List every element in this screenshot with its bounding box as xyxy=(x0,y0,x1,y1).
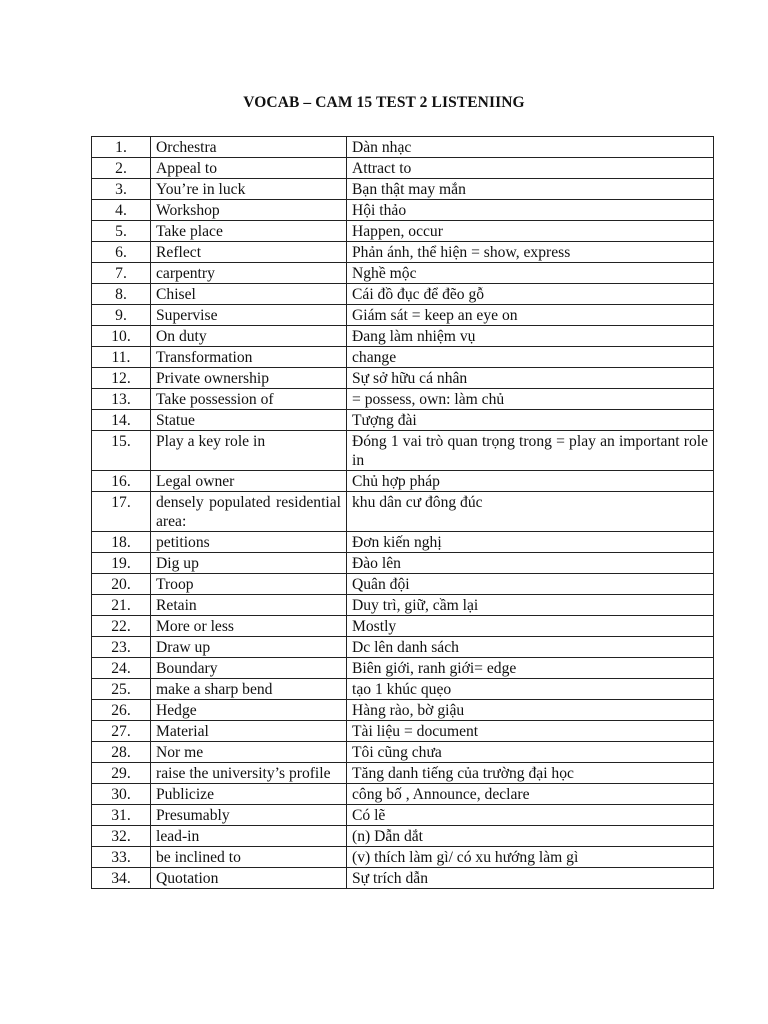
vocab-term: On duty xyxy=(151,326,347,347)
vocab-term: Supervise xyxy=(151,305,347,326)
vocab-term: Hedge xyxy=(151,700,347,721)
vocab-meaning: Nghề mộc xyxy=(347,263,714,284)
row-number: 14. xyxy=(92,410,151,431)
vocab-meaning: Đang làm nhiệm vụ xyxy=(347,326,714,347)
table-row xyxy=(92,553,714,574)
row-number: 18. xyxy=(92,532,151,553)
vocab-term: Orchestra xyxy=(151,137,347,158)
table-row xyxy=(92,700,714,721)
table-row xyxy=(92,347,714,368)
row-number: 1. xyxy=(92,137,151,158)
row-number: 27. xyxy=(92,721,151,742)
table-row xyxy=(92,158,714,179)
row-number: 6. xyxy=(92,242,151,263)
vocab-meaning: Biên giới, ranh giới= edge xyxy=(347,658,714,679)
vocab-term: densely populated residential area: xyxy=(151,492,347,532)
row-number: 22. xyxy=(92,616,151,637)
row-number: 21. xyxy=(92,595,151,616)
row-number: 31. xyxy=(92,805,151,826)
row-number: 25. xyxy=(92,679,151,700)
row-number: 2. xyxy=(92,158,151,179)
vocab-meaning: Chủ hợp pháp xyxy=(347,471,714,492)
vocab-meaning: Có lẽ xyxy=(347,805,714,826)
table-row xyxy=(92,305,714,326)
table-row xyxy=(92,658,714,679)
table-row xyxy=(92,595,714,616)
vocab-term: Retain xyxy=(151,595,347,616)
vocab-meaning: Hội thảo xyxy=(347,200,714,221)
vocab-term: Draw up xyxy=(151,637,347,658)
vocab-term: Chisel xyxy=(151,284,347,305)
vocab-term: Transformation xyxy=(151,347,347,368)
row-number: 4. xyxy=(92,200,151,221)
table-row xyxy=(92,492,714,532)
vocab-term: Publicize xyxy=(151,784,347,805)
vocab-meaning: Giám sát = keep an eye on xyxy=(347,305,714,326)
row-number: 7. xyxy=(92,263,151,284)
table-row xyxy=(92,242,714,263)
vocab-meaning: Dàn nhạc xyxy=(347,137,714,158)
vocab-meaning: Hàng rào, bờ giậu xyxy=(347,700,714,721)
row-number: 15. xyxy=(92,431,151,471)
row-number: 17. xyxy=(92,492,151,532)
vocab-meaning: Tăng danh tiếng của trường đại học xyxy=(347,763,714,784)
vocab-term: Statue xyxy=(151,410,347,431)
table-row xyxy=(92,471,714,492)
vocab-meaning: (v) thích làm gì/ có xu hướng làm gì xyxy=(347,847,714,868)
table-row xyxy=(92,763,714,784)
row-number: 8. xyxy=(92,284,151,305)
vocab-term: Nor me xyxy=(151,742,347,763)
vocab-term: Dig up xyxy=(151,553,347,574)
vocab-term: Presumably xyxy=(151,805,347,826)
vocab-meaning: Happen, occur xyxy=(347,221,714,242)
vocab-term: carpentry xyxy=(151,263,347,284)
table-row xyxy=(92,532,714,553)
vocab-meaning: change xyxy=(347,347,714,368)
vocab-term: raise the university’s profile xyxy=(151,763,347,784)
vocab-meaning: Đơn kiến nghị xyxy=(347,532,714,553)
vocab-term: Quotation xyxy=(151,868,347,889)
table-row xyxy=(92,616,714,637)
vocab-meaning: Sự sở hữu cá nhân xyxy=(347,368,714,389)
vocab-term: Boundary xyxy=(151,658,347,679)
vocab-meaning: = possess, own: làm chủ xyxy=(347,389,714,410)
vocab-term: You’re in luck xyxy=(151,179,347,200)
vocab-meaning: Tôi cũng chưa xyxy=(347,742,714,763)
vocab-meaning: Sự trích dẫn xyxy=(347,868,714,889)
table-row xyxy=(92,805,714,826)
vocab-term: make a sharp bend xyxy=(151,679,347,700)
table-row xyxy=(92,200,714,221)
vocab-term: Take possession of xyxy=(151,389,347,410)
row-number: 28. xyxy=(92,742,151,763)
vocab-meaning: Attract to xyxy=(347,158,714,179)
row-number: 34. xyxy=(92,868,151,889)
row-number: 30. xyxy=(92,784,151,805)
vocab-meaning: Cái đồ đục để đẽo gỗ xyxy=(347,284,714,305)
table-row xyxy=(92,368,714,389)
table-row xyxy=(92,679,714,700)
vocab-meaning: Tượng đài xyxy=(347,410,714,431)
table-row xyxy=(92,826,714,847)
vocab-term: lead-in xyxy=(151,826,347,847)
table-row xyxy=(92,221,714,242)
vocab-term: Take place xyxy=(151,221,347,242)
table-row xyxy=(92,847,714,868)
page-title: VOCAB – CAM 15 TEST 2 LISTENIING xyxy=(243,94,525,111)
row-number: 20. xyxy=(92,574,151,595)
row-number: 9. xyxy=(92,305,151,326)
row-number: 23. xyxy=(92,637,151,658)
vocab-meaning: Phản ánh, thể hiện = show, express xyxy=(347,242,714,263)
vocab-term: petitions xyxy=(151,532,347,553)
row-number: 26. xyxy=(92,700,151,721)
table-row xyxy=(92,179,714,200)
table-row xyxy=(92,326,714,347)
vocab-term: be inclined to xyxy=(151,847,347,868)
vocab-term: Play a key role in xyxy=(151,431,347,471)
row-number: 10. xyxy=(92,326,151,347)
vocab-table-body xyxy=(92,137,714,889)
row-number: 12. xyxy=(92,368,151,389)
vocab-term: Reflect xyxy=(151,242,347,263)
row-number: 29. xyxy=(92,763,151,784)
row-number: 19. xyxy=(92,553,151,574)
table-row xyxy=(92,389,714,410)
vocab-term: Material xyxy=(151,721,347,742)
vocab-term: Troop xyxy=(151,574,347,595)
row-number: 13. xyxy=(92,389,151,410)
vocab-meaning: Duy trì, giữ, cầm lại xyxy=(347,595,714,616)
table-row xyxy=(92,868,714,889)
vocab-meaning: Tài liệu = document xyxy=(347,721,714,742)
vocab-term: More or less xyxy=(151,616,347,637)
vocab-term: Private ownership xyxy=(151,368,347,389)
table-row xyxy=(92,263,714,284)
vocab-meaning: Đào lên xyxy=(347,553,714,574)
row-number: 16. xyxy=(92,471,151,492)
table-row xyxy=(92,784,714,805)
table-row xyxy=(92,574,714,595)
table-row xyxy=(92,742,714,763)
row-number: 5. xyxy=(92,221,151,242)
vocab-meaning: Bạn thật may mắn xyxy=(347,179,714,200)
table-row xyxy=(92,431,714,471)
vocab-meaning: khu dân cư đông đúc xyxy=(347,492,714,532)
vocab-meaning: Dc lên danh sách xyxy=(347,637,714,658)
row-number: 33. xyxy=(92,847,151,868)
row-number: 3. xyxy=(92,179,151,200)
table-row xyxy=(92,410,714,431)
vocab-meaning: công bố , Announce, declare xyxy=(347,784,714,805)
table-row xyxy=(92,284,714,305)
vocab-meaning: Quân đội xyxy=(347,574,714,595)
table-row xyxy=(92,637,714,658)
table-row xyxy=(92,721,714,742)
vocab-meaning: Mostly xyxy=(347,616,714,637)
row-number: 32. xyxy=(92,826,151,847)
table-row xyxy=(92,137,714,158)
vocab-term: Legal owner xyxy=(151,471,347,492)
vocab-term: Workshop xyxy=(151,200,347,221)
row-number: 11. xyxy=(92,347,151,368)
vocab-term: Appeal to xyxy=(151,158,347,179)
vocab-table xyxy=(91,136,714,889)
vocab-meaning: Đóng 1 vai trò quan trọng trong = play an important role in xyxy=(347,431,714,471)
vocab-meaning: tạo 1 khúc quẹo xyxy=(347,679,714,700)
vocab-meaning: (n) Dẫn dắt xyxy=(347,826,714,847)
row-number: 24. xyxy=(92,658,151,679)
